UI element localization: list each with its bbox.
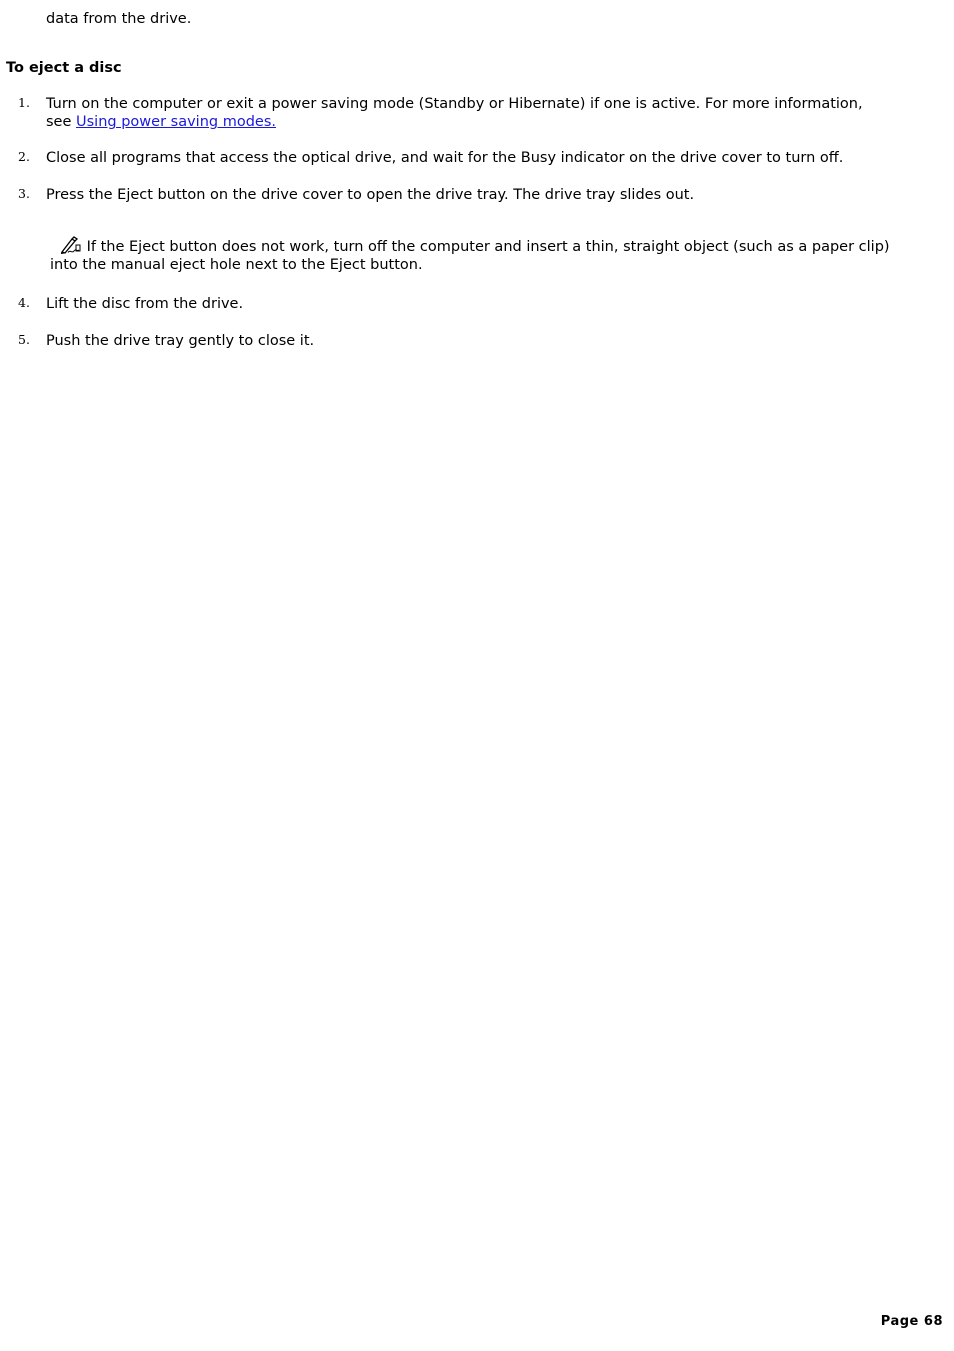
- note-pen-icon: [60, 236, 82, 254]
- step-text-continued: [46, 113, 276, 131]
- note-line-2: into the manual eject hole next to the Eject button.: [50, 257, 423, 273]
- step-number: 4.: [18, 295, 30, 310]
- power-saving-modes-link[interactable]: Using power saving modes.: [76, 114, 276, 130]
- step-text-prefix: see: [46, 114, 77, 130]
- step-number: 3.: [18, 186, 30, 201]
- note-line-1: [60, 236, 890, 256]
- intro-tail: data from the drive.: [46, 11, 192, 27]
- step-text: Turn on the computer or exit a power saving mode (Standby or Hibernate) if one is active. For more information,: [46, 96, 863, 112]
- step-text: Press the Eject button on the drive cover to open the drive tray. The drive tray slides out.: [46, 187, 695, 203]
- step-number: 1.: [18, 95, 30, 110]
- step-text: Close all programs that access the optical drive, and wait for the Busy indicator on the drive cover to turn off.: [46, 150, 844, 166]
- note-text: If the Eject button does not work, turn off the computer and insert a thin, straight object (such as a paper clip): [86, 239, 890, 255]
- step-text: Push the drive tray gently to close it.: [46, 333, 315, 349]
- step-number: 5.: [18, 332, 30, 347]
- step-text: Lift the disc from the drive.: [46, 296, 244, 312]
- step-number: 2.: [18, 149, 30, 164]
- section-heading: To eject a disc: [6, 60, 122, 76]
- page-number: Page 68: [880, 1314, 943, 1329]
